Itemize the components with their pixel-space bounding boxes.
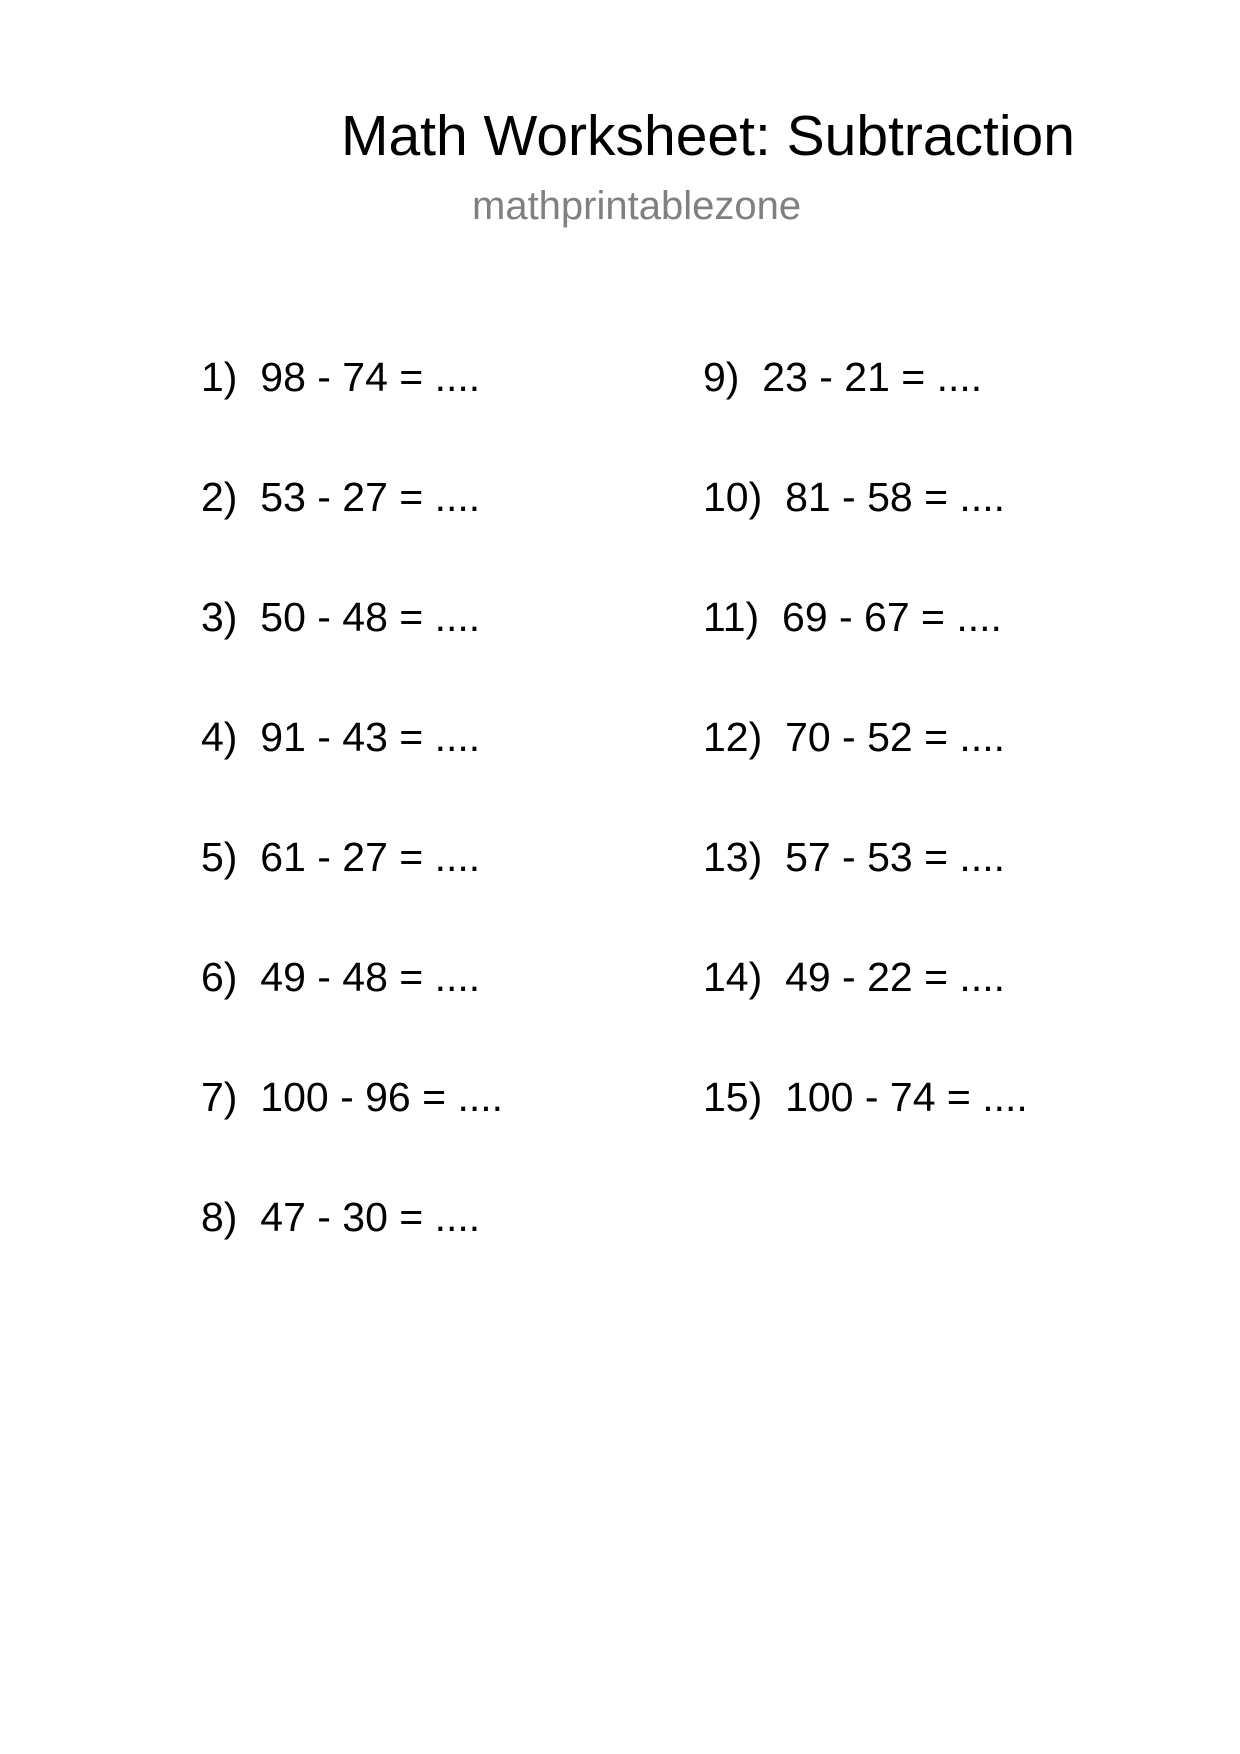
problem-number: 1) — [201, 354, 238, 400]
page-title: Math Worksheet: Subtraction — [341, 104, 1075, 168]
problem-number: 10) — [703, 474, 763, 520]
problem-12 — [703, 705, 1028, 825]
problem-number: 11) — [703, 594, 760, 640]
problem-expression: 57 - 53 = .... — [785, 834, 1005, 880]
problem-5 — [201, 825, 503, 945]
problem-4 — [201, 705, 503, 825]
page-subtitle: mathprintablezone — [472, 184, 802, 228]
problem-number: 7) — [201, 1074, 238, 1120]
problem-number: 4) — [201, 714, 238, 760]
problem-expression: 81 - 58 = .... — [785, 474, 1005, 520]
problem-11 — [703, 585, 1028, 705]
problem-expression: 50 - 48 = .... — [260, 594, 481, 640]
problem-column-right — [703, 345, 1028, 1185]
problem-column-left — [201, 345, 503, 1305]
problem-number: 15) — [703, 1074, 763, 1120]
problem-10 — [703, 465, 1028, 585]
problem-number: 3) — [201, 594, 238, 640]
problem-expression: 49 - 22 = .... — [785, 954, 1005, 1000]
problem-13 — [703, 825, 1028, 945]
problem-9 — [703, 345, 1028, 465]
problem-6 — [201, 945, 503, 1065]
problem-number: 6) — [201, 954, 238, 1000]
problem-expression: 61 - 27 = .... — [260, 834, 481, 880]
problem-expression: 47 - 30 = .... — [260, 1194, 481, 1240]
problem-expression: 49 - 48 = .... — [260, 954, 481, 1000]
problem-expression: 23 - 21 = .... — [762, 354, 983, 400]
problem-expression: 53 - 27 = .... — [260, 474, 481, 520]
problem-number: 5) — [201, 834, 238, 880]
problem-1 — [201, 345, 503, 465]
problem-expression: 100 - 74 = .... — [785, 1074, 1028, 1120]
problem-14 — [703, 945, 1028, 1065]
problem-number: 13) — [703, 834, 763, 880]
problem-number: 2) — [201, 474, 238, 520]
problem-number: 9) — [703, 354, 740, 400]
problem-expression: 69 - 67 = .... — [782, 594, 1002, 640]
problem-expression: 70 - 52 = .... — [785, 714, 1005, 760]
problem-2 — [201, 465, 503, 585]
problem-expression: 98 - 74 = .... — [260, 354, 481, 400]
problem-number: 12) — [703, 714, 763, 760]
problem-15 — [703, 1065, 1028, 1185]
problem-number: 14) — [703, 954, 763, 1000]
problem-3 — [201, 585, 503, 705]
problem-expression: 100 - 96 = .... — [260, 1074, 504, 1120]
problem-number: 8) — [201, 1194, 238, 1240]
problem-expression: 91 - 43 = .... — [260, 714, 481, 760]
problem-8 — [201, 1185, 503, 1305]
problem-7 — [201, 1065, 503, 1185]
